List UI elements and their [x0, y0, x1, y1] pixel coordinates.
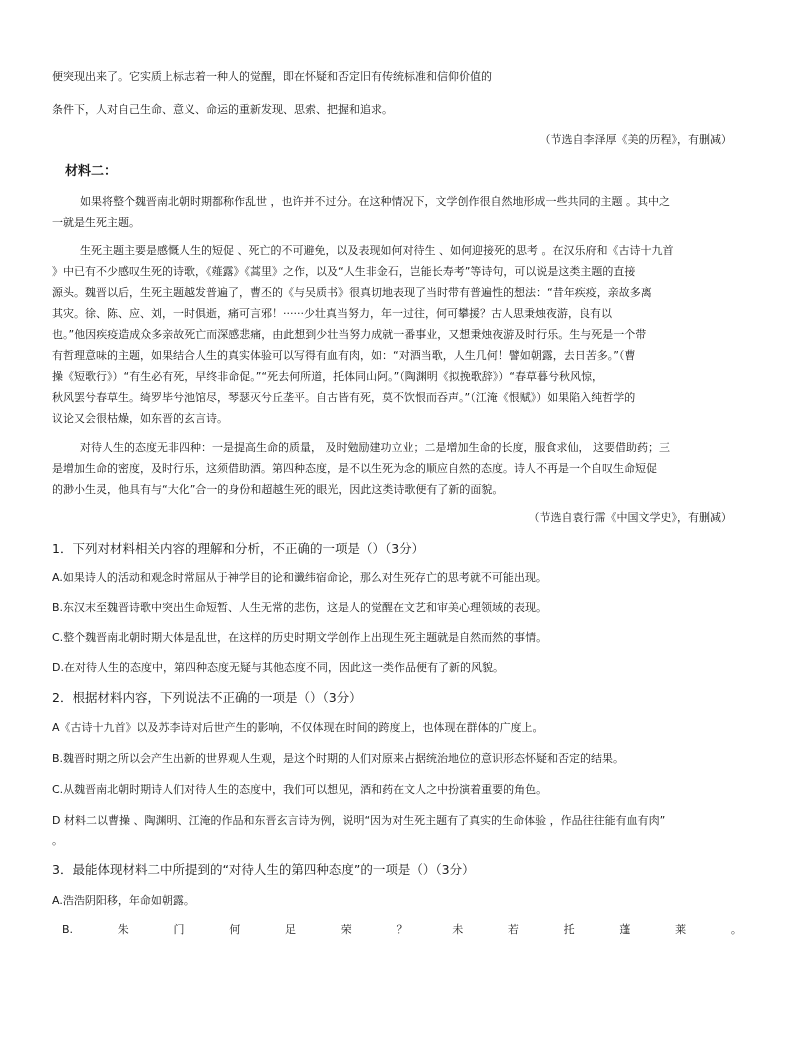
paragraph-line: 议论又会很枯燥，如东晋的玄言诗。	[52, 412, 228, 425]
answer-option: C.从魏晋南北朝时期诗人们对待人生的态度中，我们可以想见，酒和药在文人之中扮演着重要的角色。	[52, 783, 548, 796]
paragraph-line: 生死主题主要是感慨人生的短促 、死亡的不可避免，以及表现如何对待生 、如何迎接死的思考 。在汉乐府和《古诗十九首	[80, 244, 674, 257]
source-citation: （节选自李泽厚《美的历程》，有删减）	[539, 133, 732, 146]
question-stem: 2．根据材料内容，下列说法不正确的一项是（）（3分）	[52, 690, 362, 705]
paragraph-line: 是增加生命的密度，及时行乐，这须借助酒。第四种态度，是不以生死为念的顺应自然的态度。诗人不再是一个自叹生命短促	[52, 462, 657, 475]
answer-option: B.魏晋时期之所以会产生出新的世界观人生观，是这个时期的人们对原来占据统治地位的意识形态怀疑和否定的结果。	[52, 752, 625, 765]
spread-char: 何	[229, 923, 241, 936]
paragraph-line: 一就是生死主题。	[52, 216, 140, 229]
intro-line: 条件下，人对自己生命、意义、命运的重新发现、思索、把握和追求。	[52, 103, 393, 116]
paragraph-line: 如果将整个魏晋南北朝时期都称作乱世 ，也许并不过分。在这种情况下，文学创作很自然地形成一些共同的主题 。其中之	[80, 195, 670, 208]
answer-option: A《古诗十九首》以及苏李诗对后世产生的影响，不仅体现在时间的跨度上，也体现在群体的广度上。	[52, 721, 544, 734]
spread-char: 。	[730, 923, 742, 936]
answer-option-continuation: 。	[52, 834, 63, 847]
spread-char: B.	[62, 923, 74, 936]
spread-char: 若	[507, 923, 519, 936]
answer-option: D.在对待人生的态度中，第四种态度无疑与其他态度不同，因此这一类作品便有了新的风貌。	[52, 661, 504, 674]
spread-char: 未	[452, 923, 464, 936]
paragraph-line: 秋风罢兮春草生。绮罗毕兮池馆尽，琴瑟灭兮丘垄平。自古皆有死，莫不饮恨而吞声。”（江淹《恨赋》）如果陷入纯哲学的	[52, 391, 636, 404]
spread-char: 荣	[340, 923, 352, 936]
answer-option: D 材料二以曹操 、陶渊明、江淹的作品和东晋玄言诗为例，说明“因为对生死主题有了真实的生命体验 ，作品往往能有血有肉”	[52, 814, 666, 827]
paragraph-line: 对待人生的态度无非四种：一是提高生命的质量， 及时勉励建功立业；二是增加生命的长度，服食求仙， 这要借助药；三	[80, 441, 670, 454]
spread-char: 足	[284, 923, 296, 936]
paragraph-line: 操《短歌行》）“有生必有死，早终非命促。”“死去何所道，托体同山阿。”（陶渊明《拟挽歌辞》）“春草暮兮秋风惊，	[52, 370, 603, 383]
section-heading: 材料二：	[65, 164, 118, 179]
answer-option: C.整个魏晋南北朝时期大体是乱世，在这样的历史时期文学创作上出现生死主题就是自然而然的事情。	[52, 631, 548, 644]
answer-option: A.浩浩阴阳移，年命如朝露。	[52, 894, 195, 907]
answer-option-spread	[62, 923, 742, 937]
source-citation: （节选自袁行霈《中国文学史》，有删减）	[528, 511, 732, 524]
paragraph-line: 源头。魏晋以后，生死主题越发普遍了，曹丕的《与吴质书》很真切地表现了当时带有普遍性的想法：“昔年疾疫，亲故多离	[52, 286, 652, 299]
answer-option: B.东汉末至魏晋诗歌中突出生命短暂、人生无常的悲伤，这是人的觉醒在文艺和审美心理领域的表现。	[52, 601, 548, 614]
paragraph-line: 的渺小生灵，他具有与“大化”合一的身份和超越生死的眼光，因此这类诗歌便有了新的面貌。	[52, 483, 504, 496]
spread-char: 蓬	[619, 923, 631, 936]
spread-char: 莱	[675, 923, 687, 936]
question-stem: 3．最能体现材料二中所提到的“对待人生的第四种态度”的一项是（）（3分）	[52, 862, 475, 877]
answer-option: A.如果诗人的活动和观念时常屈从于神学目的论和谶纬宿命论，那么对生死存亡的思考就不可能出现。	[52, 571, 547, 584]
paragraph-line: 有哲理意味的主题，如果结合人生的真实体验可以写得有血有肉，如：“对酒当歌，人生几何！譬如朝露，去日苦多。”（曹	[52, 349, 636, 362]
spread-char: 门	[173, 923, 185, 936]
spread-char: 朱	[117, 923, 129, 936]
spread-char: ？	[396, 923, 408, 936]
spread-char: 托	[563, 923, 575, 936]
paragraph-line: 也。”他因疾疫造成众多亲故死亡而深感悲痛，由此想到少壮当努力成就一番事业，又想秉烛夜游及时行乐。生与死是一个带	[52, 328, 647, 341]
paragraph-line: 》中已有不少感叹生死的诗歌，《薤露》《蒿里》之作，以及“人生非金石，岂能长寿考”等诗句，可以说是这类主题的直接	[52, 265, 636, 278]
question-stem: 1．下列对材料相关内容的理解和分析，不正确的一项是（）（3分）	[52, 541, 425, 556]
intro-line: 便突现出来了。它实质上标志着一种人的觉醒，即在怀疑和否定旧有传统标准和信仰价值的	[52, 70, 492, 83]
paragraph-line: 其灾。徐、陈、应、刘，一时俱逝，痛可言邪！······少壮真当努力，年一过往，何可攀援？古人思秉烛夜游，良有以	[52, 307, 612, 320]
